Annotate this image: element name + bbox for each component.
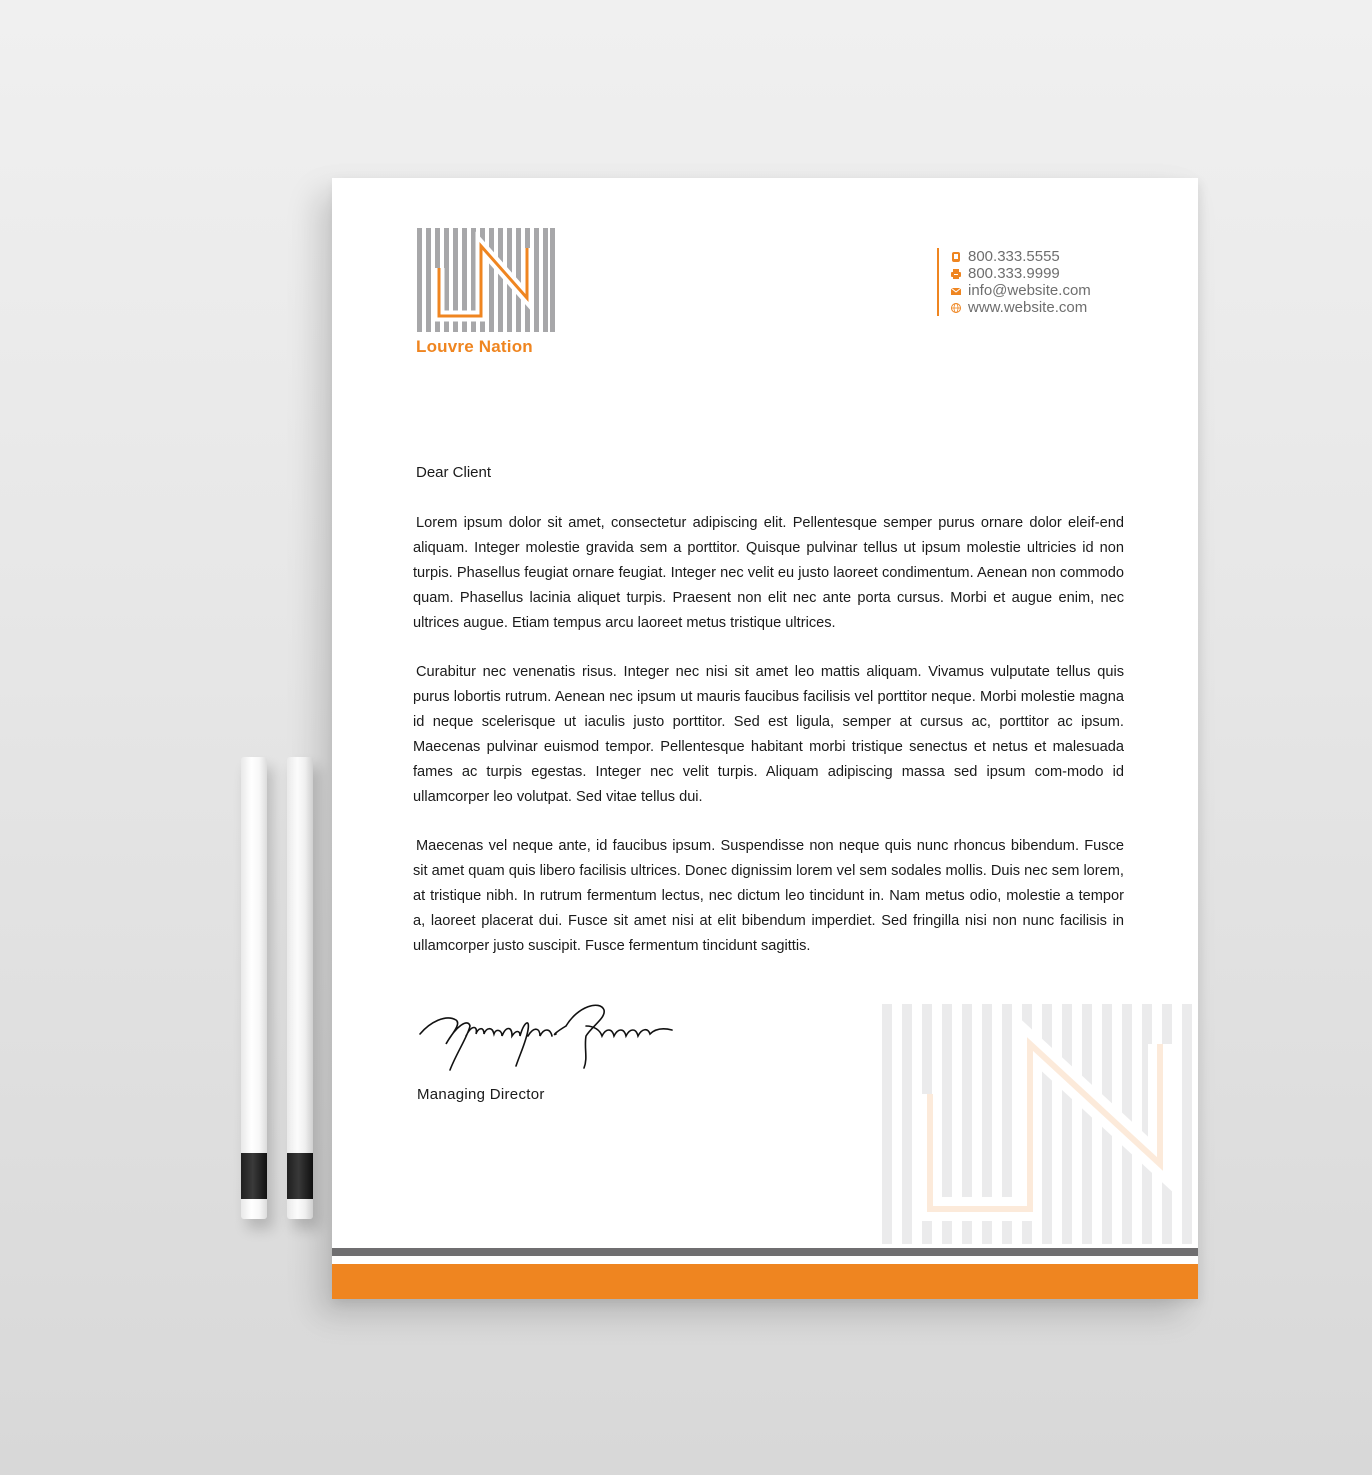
contact-web (951, 299, 1091, 316)
handwritten-signature (416, 996, 676, 1076)
louvre-nation-logo-icon (417, 228, 555, 332)
pen-grip (241, 1153, 267, 1199)
letterhead-sheet (332, 178, 1198, 1299)
pen-grip (287, 1153, 313, 1199)
contact-fax-text: 800.333.9999 (968, 265, 1060, 282)
mail-icon (951, 286, 961, 296)
sign-title: Managing Director (417, 1086, 545, 1103)
contact-mail-text: info@website.com (968, 282, 1091, 299)
paragraph-2: Curabitur nec venenatis risus. Integer nec nisi sit amet leo mattis aliquam. Vivamus vulputate tellus quis purus lobortis rutrum. Aenean nec ipsum ut mauris faucibus facilisis vel porttitor neque. Morbi molestie magna id neque scelerisque ut iaculis justo porttitor. Sed est ligula, semper at cursus ac, porttitor ac ipsum. Maecenas pulvinar euismod tempor. Pellentesque habitant morbi tristique senectus et netus et malesuada fames ac turpis egestas. Integer nec velit turpis. Aliquam adipiscing massa sed ipsum com-modo id ullamcorper leo volutpat. Sed vitae tellus dui. (413, 664, 1124, 805)
contact-mail (951, 282, 1091, 299)
phone-icon (951, 252, 961, 262)
contact-web-text: www.website.com (968, 299, 1088, 316)
contact-phone-text: 800.333.5555 (968, 248, 1060, 265)
paragraph-3: Maecenas vel neque ante, id faucibus ipsum. Suspendisse non neque quis nunc rhoncus bibendum. Fusce sit amet quam quis libero facilisis ultrices. Donec dignissim lorem vel sem sodales mollis. Duis nec sem lorem, at tristique nibh. In rutrum fermentum lectus, nec dictum leo tincidunt in. Nam metus odio, molestie a tempor a, laoreet placerat dui. Fusce sit amet nisi at elit bibendum imperdiet. Sed fringilla nisi non nunc facilisis in ullamcorper justo suscipit. Fusce fermentum tincidunt sagittis. (413, 838, 1124, 954)
contact-phone (951, 248, 1091, 265)
letter-body (413, 511, 1124, 983)
pen-left (241, 757, 267, 1219)
contact-block (937, 248, 1091, 316)
footer-orange-stripe (332, 1264, 1198, 1299)
footer-gray-stripe (332, 1248, 1198, 1256)
salutation: Dear Client (416, 464, 492, 481)
contact-fax (951, 265, 1091, 282)
fax-icon (951, 269, 961, 279)
brand-name: Louvre Nation (416, 337, 533, 356)
logo-watermark-icon (882, 1004, 1197, 1244)
paragraph-1: Lorem ipsum dolor sit amet, consectetur adipiscing elit. Pellentesque semper purus ornare dolor eleif-end aliquam. Integer molestie gravida sem a porttitor. Quisque pulvinar tellus ut ipsum molestie ultricies id non turpis. Phasellus feugiat ornare feugiat. Integer nec velit eu justo laoreet condimentum. Aenean non commodo quam. Phasellus lacinia aliquet turpis. Praesent non elit nec ante porta cursus. Morbi et augue enim, nec ultrices augue. Etiam tempus arcu laoreet metus tristique ultrices. (413, 515, 1124, 631)
globe-icon (951, 303, 961, 313)
pen-right (287, 757, 313, 1219)
